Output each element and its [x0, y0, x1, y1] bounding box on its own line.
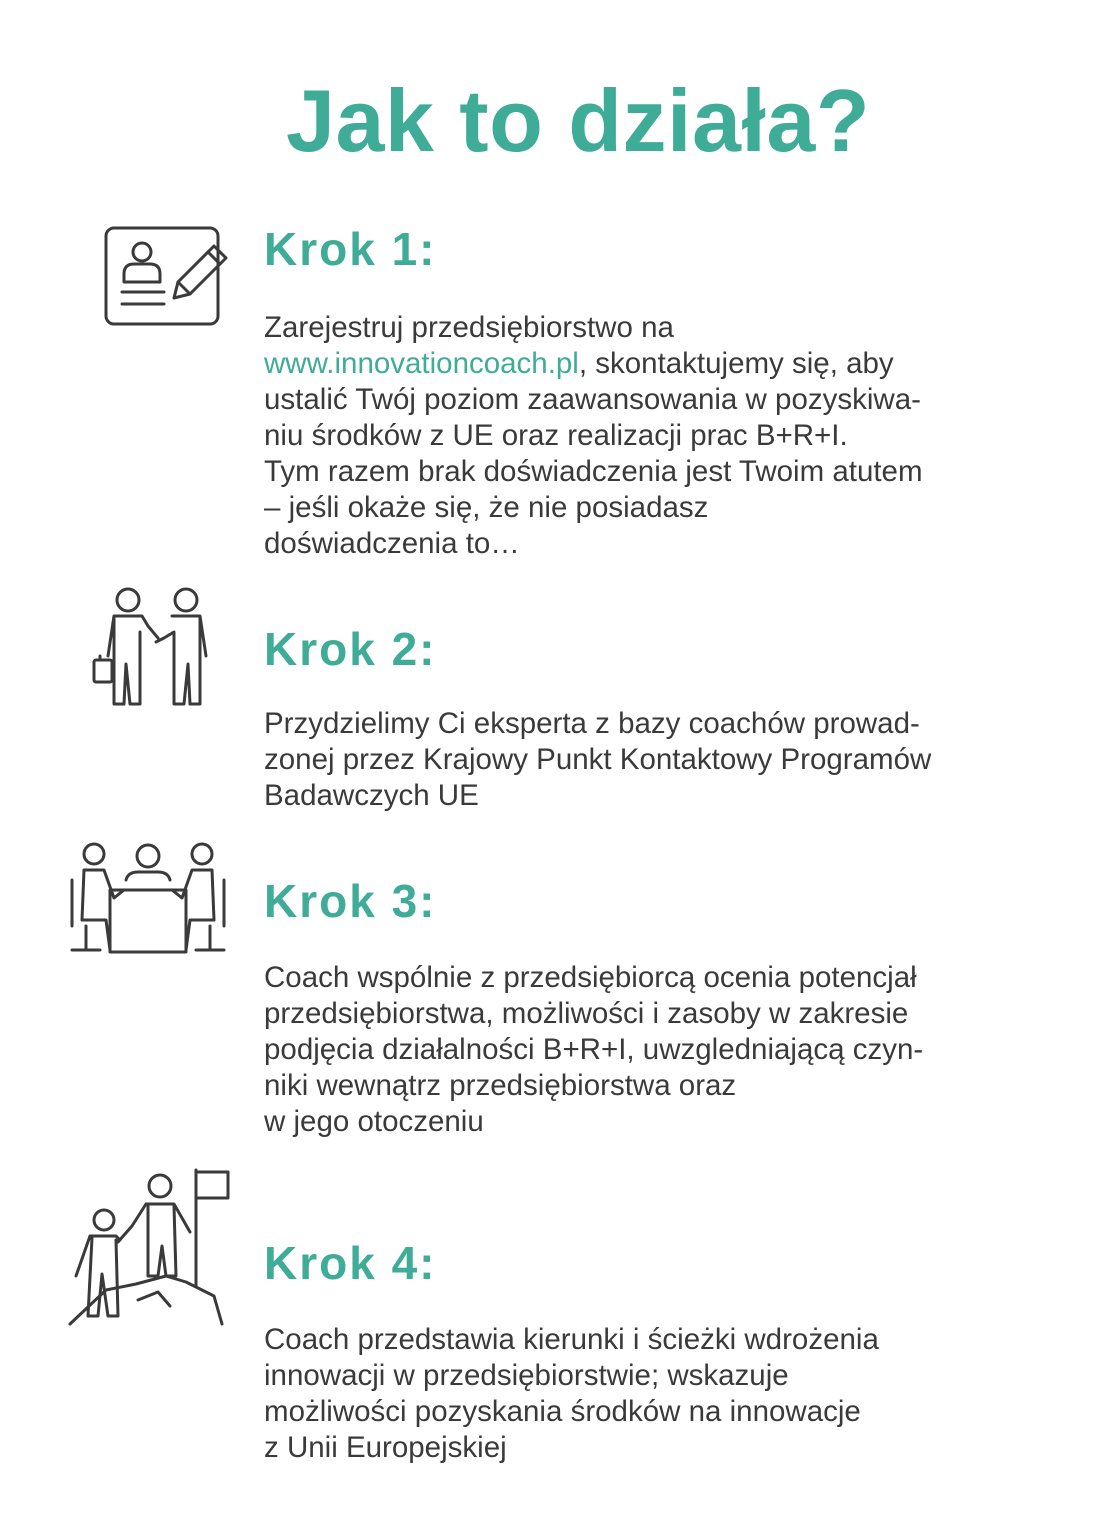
- text-line: Zarejestruj przedsiębiorstwo na: [264, 311, 674, 344]
- text-line: Badawczych UE: [264, 779, 479, 812]
- step-2-text: [264, 706, 1064, 814]
- step-1-text: [264, 310, 1064, 562]
- text-line-rest: , skontaktujemy się, aby: [578, 347, 894, 380]
- step-4-heading: Krok 4:: [264, 1237, 437, 1289]
- text-line: z Unii Europejskiej: [264, 1431, 507, 1464]
- step-3-text: [264, 960, 1064, 1140]
- text-line: przedsiębiorstwa, możliwości i zasoby w zakresie: [264, 997, 909, 1030]
- text-line: Coach wspólnie z przedsiębiorcą ocenia potencjał: [264, 961, 917, 994]
- text-line: doświadczenia to…: [264, 527, 520, 560]
- text-line: niu środków z UE oraz realizacji prac B+R+I.: [264, 419, 848, 452]
- text-line: zonej przez Krajowy Punkt Kontaktowy Programów: [264, 743, 932, 776]
- page-title: Jak to działa?: [286, 71, 871, 170]
- website-link[interactable]: www.innovationcoach.pl: [264, 347, 579, 380]
- text-line: [264, 346, 1064, 382]
- text-line: Przydzielimy Ci eksperta z bazy coachów prowad-: [264, 707, 920, 740]
- step-3-heading: Krok 3:: [264, 875, 437, 927]
- text-line: w jego otoczeniu: [264, 1105, 484, 1138]
- text-line: ustalić Twój poziom zaawansowania w pozyskiwa-: [264, 383, 921, 416]
- registration-form-icon: [104, 226, 234, 328]
- step-4-text: [264, 1322, 1064, 1466]
- step-1-heading: Krok 1:: [264, 223, 437, 275]
- text-line: Coach przedstawia kierunki i ścieżki wdrożenia: [264, 1323, 879, 1356]
- meeting-table-icon: [70, 840, 226, 956]
- text-line: niki wewnątrz przedsiębiorstwa oraz: [264, 1069, 737, 1102]
- text-line: Tym razem brak doświadczenia jest Twoim atutem: [264, 455, 923, 488]
- handshake-people-icon: [92, 586, 218, 708]
- text-line: innowacji w przedsiębiorstwie; wskazuje: [264, 1359, 789, 1392]
- step-2-heading: Krok 2:: [264, 623, 437, 675]
- text-line: możliwości pozyskania środków na innowacje: [264, 1395, 861, 1428]
- summit-climbers-icon: [66, 1166, 232, 1328]
- text-line: podjęcia działalności B+R+I, uwzgledniającą czyn-: [264, 1033, 924, 1066]
- text-line: – jeśli okaże się, że nie posiadasz: [264, 491, 709, 524]
